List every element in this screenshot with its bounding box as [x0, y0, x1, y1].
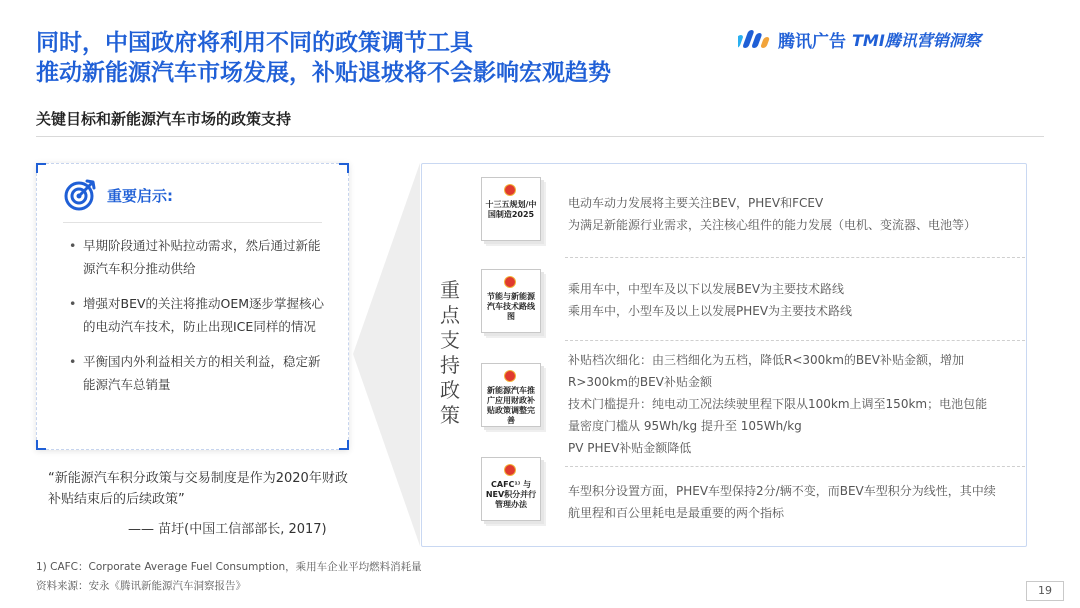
quote-author: —— 苗圩(中国工信部部长, 2017): [128, 522, 327, 537]
policy-document-2: [481, 269, 541, 333]
title-line-1: 同时，中国政府将利用不同的政策调节工具: [36, 30, 473, 56]
header-divider: [36, 136, 1044, 137]
national-emblem-icon: [504, 276, 516, 288]
insights-divider: [63, 222, 322, 223]
corner-mark: [339, 440, 349, 450]
row-divider: [565, 466, 1025, 467]
tencent-ads-logo: [738, 26, 981, 52]
policy-row-3-text: [568, 349, 998, 459]
page-title: [36, 28, 611, 88]
page-number: 19: [1026, 581, 1064, 601]
policy-vertical-label: [438, 278, 462, 428]
label-char: 重: [440, 278, 460, 302]
insights-list: [67, 234, 327, 408]
policy-line: 乘用车中，小型车及以上以发展PHEV为主要技术路线: [568, 304, 853, 318]
target-icon: [63, 178, 97, 212]
insights-header: [63, 178, 173, 212]
insights-heading: 重要启示:: [107, 186, 173, 205]
policy-document-3: [481, 363, 541, 427]
label-char: 点: [440, 303, 460, 327]
national-emblem-icon: [504, 184, 516, 196]
row-divider: [565, 340, 1025, 341]
corner-mark: [36, 163, 46, 173]
national-emblem-icon: [504, 464, 516, 476]
policy-line: 车型积分设置方面，PHEV车型保持2分/辆不变，而BEV车型积分为线性，其中续航里程和百公里耗电是最重要的两个指标: [568, 484, 996, 520]
policy-line: PV PHEV补贴金额降低: [568, 441, 692, 455]
policy-line: 乘用车中，中型车及以下以发展BEV为主要技术路线: [568, 282, 845, 296]
label-char: 策: [440, 403, 460, 427]
policy-row-2-text: [568, 278, 998, 322]
quote-text: “新能源汽车积分政策与交易制度是作为2020年财政补贴结束后的后续政策”: [48, 471, 348, 507]
insights-panel: [36, 163, 349, 450]
policy-row-4-text: [568, 480, 998, 524]
policy-doc-title: 新能源汽车推广应用财政补贴政策调整完善: [487, 386, 535, 425]
policy-doc-title: 节能与新能源汽车技术路线图: [487, 292, 535, 321]
policy-line: 电动车动力发展将主要关注BEV，PHEV和FCEV: [568, 196, 824, 210]
policy-document-4: [481, 457, 541, 521]
policy-line: 补贴档次细化：由三档细化为五档，降低R<300km的BEV补贴金额，增加R>300km的BEV补贴金额: [568, 353, 964, 389]
title-line-2: 推动新能源汽车市场发展，补贴退坡将不会影响宏观趋势: [36, 60, 611, 86]
chevron-left-connector: [352, 162, 422, 547]
list-item: • 早期阶段通过补贴拉动需求，然后通过新能源汽车积分推动供给: [67, 234, 327, 280]
source-note: 资料来源：安永《腾讯新能源汽车洞察报告》: [36, 580, 246, 592]
label-char: 政: [440, 378, 460, 402]
logo-brand-text: 腾讯广告: [778, 31, 846, 52]
policy-doc-title: CAFC¹⁾ 与NEV积分并行管理办法: [485, 480, 537, 509]
list-item: • 平衡国内外利益相关方的相关利益，稳定新能源汽车总销量: [67, 350, 327, 396]
footnote: 1) CAFC：Corporate Average Fuel Consumption，乘用车企业平均燃料消耗量: [36, 561, 422, 573]
policy-document-1: [481, 177, 541, 241]
corner-mark: [339, 163, 349, 173]
logo-sub-text: TMI腾讯营销洞察: [852, 30, 981, 50]
corner-mark: [36, 440, 46, 450]
policy-line: 技术门槛提升：纯电动工况法续驶里程下限从100km上调至150km；电池包能量密度门槛从 95Wh/kg 提升至 105Wh/kg: [568, 397, 988, 433]
list-item: • 增强对BEV的关注将推动OEM逐步掌握核心的电动汽车技术，防止出现ICE同样的情况: [67, 292, 327, 338]
policy-line: 为满足新能源行业需求，关注核心组件的能力发展（电机、变流器、电池等）: [568, 218, 977, 232]
logo-mark-icon: [738, 29, 772, 49]
national-emblem-icon: [504, 370, 516, 382]
label-char: 持: [440, 353, 460, 377]
label-char: 支: [440, 328, 460, 352]
policy-row-1-text: [568, 192, 998, 236]
row-divider: [565, 257, 1025, 258]
section-subtitle: 关键目标和新能源汽车市场的政策支持: [36, 110, 292, 128]
policy-doc-title: 十三五规划/中国制造2025: [485, 200, 537, 219]
